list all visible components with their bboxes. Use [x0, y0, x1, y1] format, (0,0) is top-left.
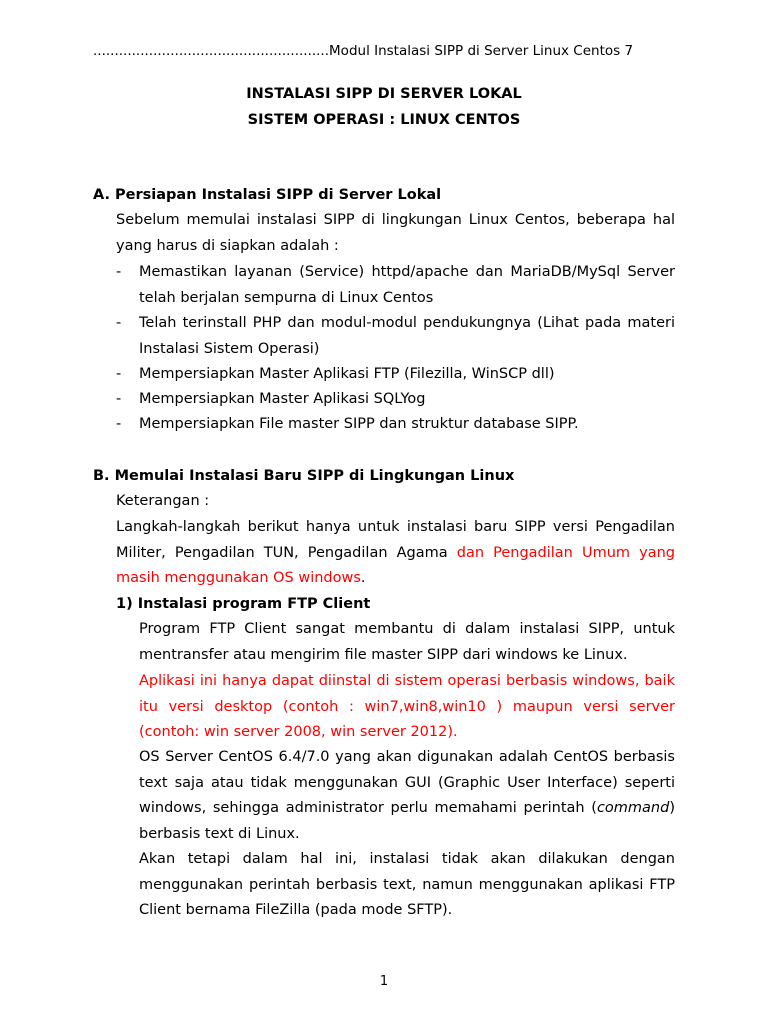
section-b-note	[116, 515, 675, 592]
header-text: Modul Instalasi SIPP di Server Linux Centos 7	[329, 43, 634, 59]
note-end: .	[360, 570, 366, 587]
bullet-item	[116, 311, 675, 362]
bullet-text: Mempersiapkan File master SIPP dan struktur database SIPP.	[139, 416, 579, 432]
bullet-dash: -	[116, 315, 122, 331]
note-red-text: dan Pengadilan Umum yang masih menggunakan OS windows	[116, 544, 675, 587]
bullet-text: Mempersiapkan Master Aplikasi SQLYog	[139, 391, 426, 407]
bullet-text: Mempersiapkan Master Aplikasi FTP (Filezilla, WinSCP dll)	[139, 366, 555, 382]
bullet-item	[116, 387, 675, 413]
bullet-item	[116, 260, 675, 311]
para3-text-a: OS Server CentOS 6.4/7.0 yang akan digunakan adalah CentOS berbasis text saja atau tidak menggunakan GUI (Graphic User Interface) seperti windows, sehingga administrator perlu memahami perintah (	[139, 749, 675, 817]
bullet-text: Telah terinstall PHP dan modul-modul pendukungnya (Lihat pada materi Instalasi Sistem Operasi)	[139, 315, 675, 357]
document-title-line1: INSTALASI SIPP DI SERVER LOKAL	[246, 86, 522, 102]
para3-emphasis: command	[596, 800, 670, 817]
section-b-heading: B. Memulai Instalasi Baru SIPP di Lingkungan Linux	[93, 468, 515, 484]
document-title-line2: SISTEM OPERASI : LINUX CENTOS	[247, 112, 521, 128]
page-number: 1	[379, 974, 389, 989]
keterangan-label: Keterangan :	[116, 493, 210, 509]
bullet-dash: -	[116, 416, 122, 432]
step1-para2-red: Aplikasi ini hanya dapat diinstal di sistem operasi berbasis windows, baik itu versi desktop (contoh : win7,win8,win10 ) maupun versi server (contoh: win server 2008, win server 2012).	[139, 673, 675, 741]
step1-heading: 1) Instalasi program FTP Client	[116, 596, 371, 612]
bullet-dash: -	[116, 264, 122, 280]
running-header	[93, 43, 693, 59]
note-black-text: Langkah-langkah berikut hanya untuk instalasi baru SIPP versi Pengadilan Militer, Pengadilan TUN, Pengadilan Agama	[116, 519, 675, 561]
bullet-dash: -	[116, 366, 122, 382]
bullet-dash: -	[116, 391, 122, 407]
section-a-intro: Sebelum memulai instalasi SIPP di lingkungan Linux Centos, beberapa hal yang harus di siapkan adalah :	[116, 212, 675, 254]
bullet-item	[116, 412, 675, 438]
bullet-item	[116, 362, 675, 388]
header-dots: .......................................................	[93, 43, 330, 59]
section-a-heading: A. Persiapan Instalasi SIPP di Server Lokal	[93, 187, 442, 203]
step1-para3	[139, 745, 675, 847]
bullet-text: Memastikan layanan (Service) httpd/apache dan MariaDB/MySql Server telah berjalan sempurna di Linux Centos	[139, 264, 675, 306]
step1-para4: Akan tetapi dalam hal ini, instalasi tidak akan dilakukan dengan menggunakan perintah berbasis text, namun menggunakan aplikasi FTP Client bernama FileZilla (pada mode SFTP).	[139, 851, 675, 919]
step1-para1: Program FTP Client sangat membantu di dalam instalasi SIPP, untuk mentransfer atau mengirim file master SIPP dari windows ke Linux.	[139, 621, 675, 663]
para3-text-b: ) berbasis text di Linux.	[139, 800, 675, 842]
